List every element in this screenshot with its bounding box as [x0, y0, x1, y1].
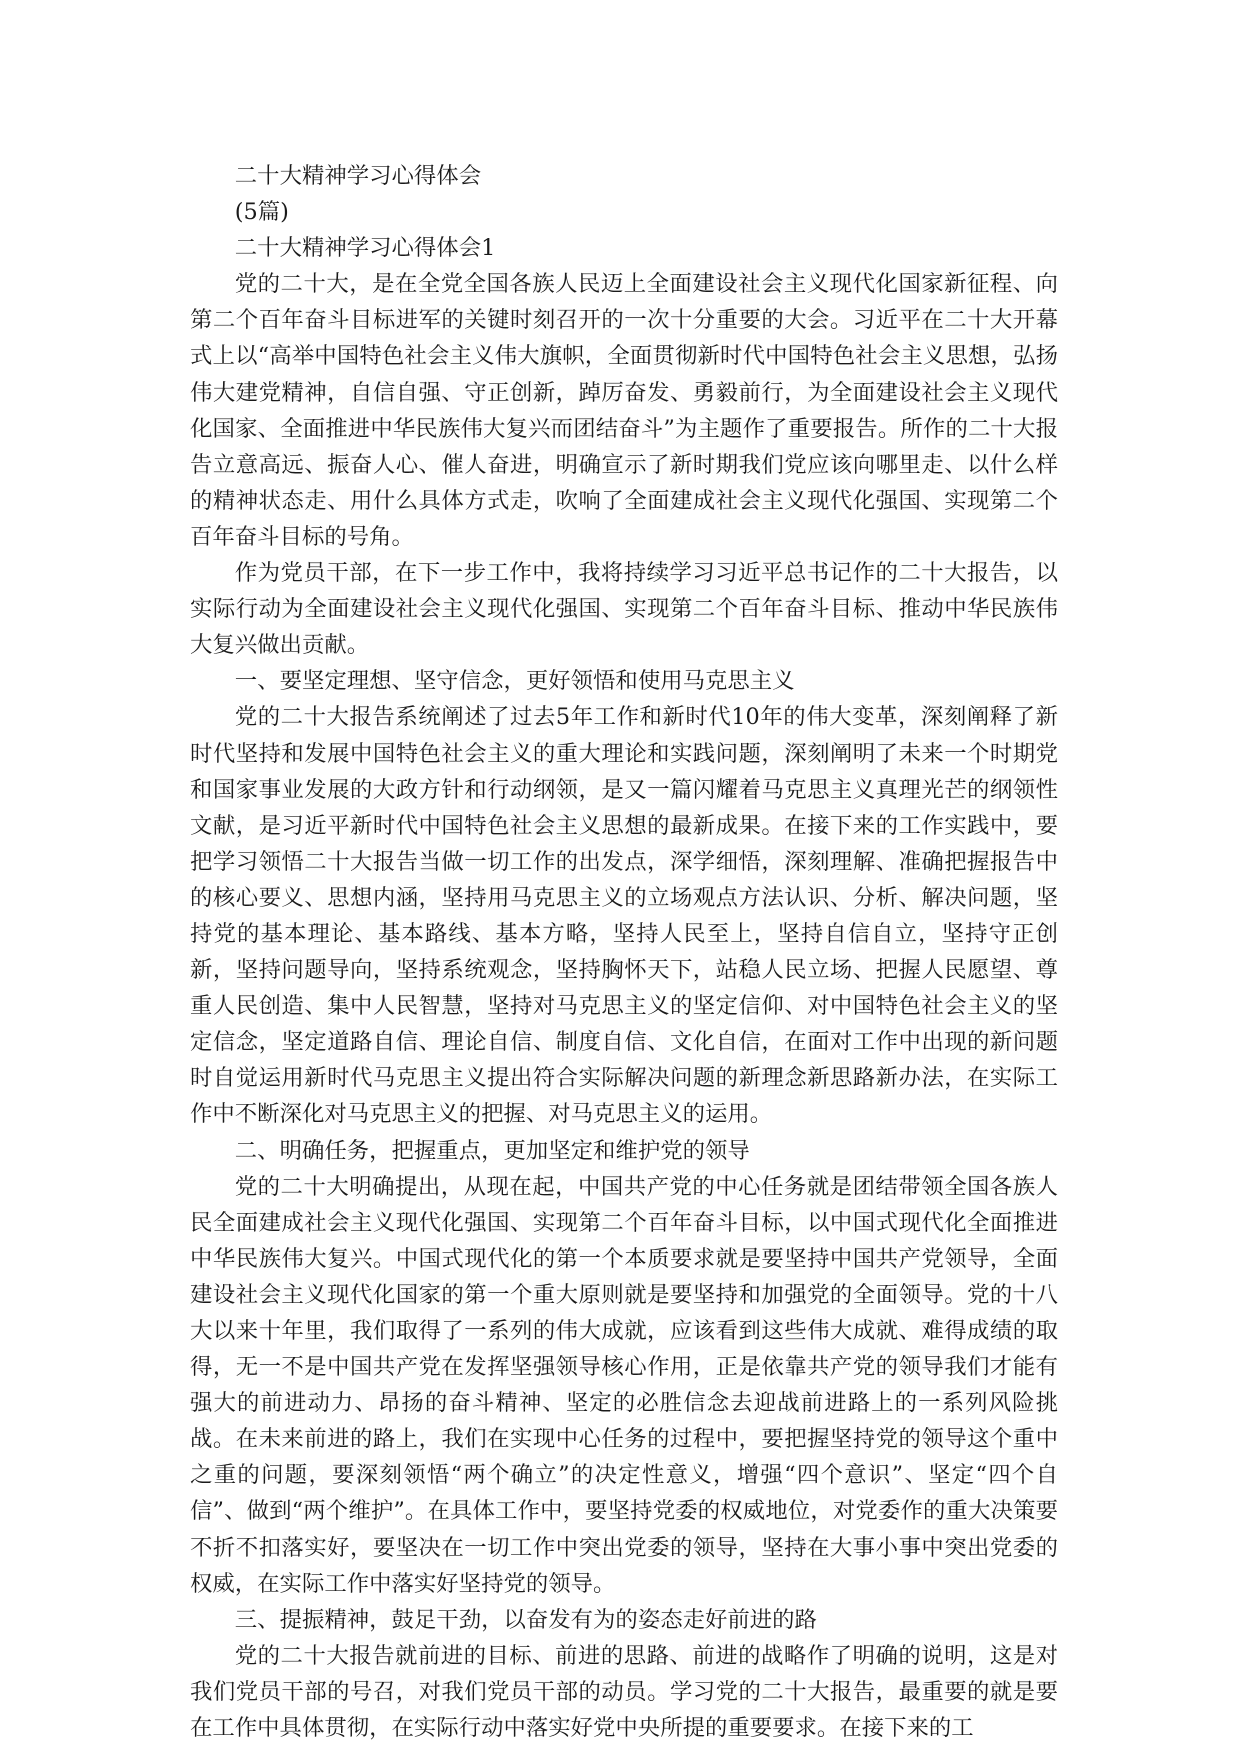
document-title: 二十大精神学习心得体会 [234, 163, 482, 189]
paragraph-section-1: 党的二十大报告系统阐述了过去5年工作和新时代10年的伟大变革，深刻阐释了新时代坚持和发展中国特色社会主义的重大理论和实践问题，深刻阐明了未来一个时期党和国家事业发展的大政方针和行动纲领，是又一篇闪耀着马克思主义真理光芒的纲领性文献，是习近平新时代中国特色社会主义思想的最新成果。在接下来的工作实践中，要把学习领悟二十大报告当做一切工作的出发点，深学细悟，深刻理解、准确把握报告中的核心要义、思想内涵，坚持用马克思主义的立场观点方法认识、分析、解决问题，坚持党的基本理论、基本路线、基本方略，坚持人民至上，坚持自信自立，坚持守正创新，坚持问题导向，坚持系统观念，坚持胸怀天下，站稳人民立场、把握人民愿望、尊重人民创造、集中人民智慧，坚持对马克思主义的坚定信仰、对中国特色社会主义的坚定信念，坚定道路自信、理论自信、制度自信、文化自信，在面对工作中出现的新问题时自觉运用新时代马克思主义提出符合实际解决问题的新理念新思路新办法，在实际工作中不断深化对马克思主义的把握、对马克思主义的运用。 [190, 704, 1058, 1128]
document-body [190, 158, 1058, 1746]
paragraph-intro: 党的二十大，是在全党全国各族人民迈上全面建设社会主义现代化国家新征程、向第二个百年奋斗目标进军的关键时刻召开的一次十分重要的大会。习近平在二十大开幕式上以“高举中国特色社会主义伟大旗帜，全面贯彻新时代中国特色社会主义思想，弘扬伟大建党精神，自信自强、守正创新，踔厉奋发、勇毅前行，为全面建设社会主义现代化国家、全面推进中华民族伟大复兴而团结奋斗”为主题作了重要报告。所作的二十大报告立意高远、振奋人心、催人奋进，明确宣示了新时期我们党应该向哪里走、以什么样的精神状态走、用什么具体方式走，吹响了全面建成社会主义现代化强国、实现第二个百年奋斗目标的号角。 [190, 271, 1058, 550]
document-subtitle: (5篇) [234, 199, 289, 226]
section-heading-1: 一、要坚定理想、坚守信念，更好领悟和使用马克思主义 [234, 668, 795, 695]
paragraph-section-2: 党的二十大明确提出，从现在起，中国共产党的中心任务就是团结带领全国各族人民全面建成社会主义现代化强国、实现第二个百年奋斗目标，以中国式现代化全面推进中华民族伟大复兴。中国式现代化的第一个本质要求就是要坚持中国共产党领导，全面建设社会主义现代化国家的第一个重大原则就是要坚持和加强党的全面领导。党的十八大以来十年里，我们取得了一系列的伟大成就，应该看到这些伟大成就、难得成绩的取得，无一不是中国共产党在发挥坚强领导核心作用，正是依靠共产党的领导我们才能有强大的前进动力、昂扬的奋斗精神、坚定的必胜信念去迎战前进路上的一系列风险挑战。在未来前进的路上，我们在实现中心任务的过程中，要把握坚持党的领导这个重中之重的问题，要深刻领悟“两个确立”的决定性意义，增强“四个意识”、坚定“四个自信”、做到“两个维护”。在具体工作中，要坚持党委的权威地位，对党委作的重大决策要不折不扣落实好，要坚决在一切工作中突出党委的领导，坚持在大事小事中突出党委的权威，在实际工作中落实好坚持党的领导。 [190, 1173, 1058, 1597]
essay-title: 二十大精神学习心得体会1 [234, 235, 496, 262]
section-heading-3: 三、提振精神，鼓足干劲，以奋发有为的姿态走好前进的路 [234, 1606, 817, 1633]
paragraph-section-3: 党的二十大报告就前进的目标、前进的思路、前进的战略作了明确的说明，这是对我们党员干部的号召，对我们党员干部的动员。学习党的二十大报告，最重要的就是要在工作中具体贯彻，在实际行动中落实好党中央所提的重要要求。在接下来的工 [190, 1642, 1058, 1742]
section-heading-2: 二、明确任务，把握重点，更加坚定和维护党的领导 [234, 1137, 750, 1164]
paragraph-commitment: 作为党员干部，在下一步工作中，我将持续学习习近平总书记作的二十大报告，以实际行动为全面建设社会主义现代化强国、实现第二个百年奋斗目标、推动中华民族伟大复兴做出贡献。 [190, 560, 1058, 659]
